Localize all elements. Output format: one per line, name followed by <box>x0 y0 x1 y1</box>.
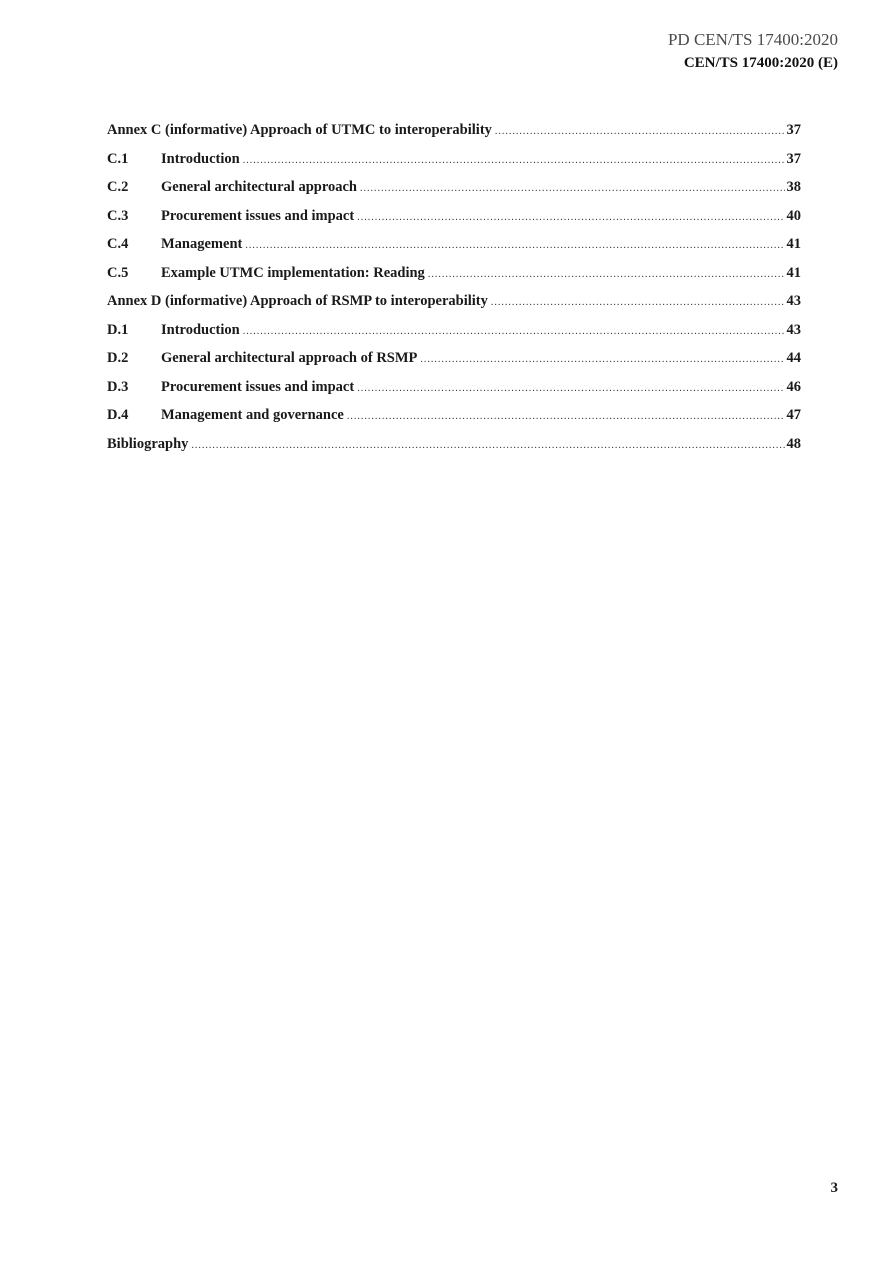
document-id: PD CEN/TS 17400:2020 <box>667 30 838 49</box>
toc-entry-page: 44 <box>786 350 801 366</box>
toc-entry-c3[interactable] <box>107 208 801 237</box>
toc-entry-title: Management and governance <box>161 407 344 423</box>
toc-entry-number: C.3 <box>107 207 129 224</box>
toc-entry-page: 40 <box>786 207 801 224</box>
toc-leader-dots <box>360 183 785 194</box>
toc-leader-dots <box>495 126 785 137</box>
toc-entry-title: Procurement issues and impact <box>161 207 355 224</box>
toc-entry-page: 38 <box>786 179 801 195</box>
toc-entry-title: Introduction <box>161 150 240 167</box>
toc-entry-page: 37 <box>786 150 801 167</box>
toc-entry-page: 48 <box>786 435 801 452</box>
toc-leader-dots <box>428 269 785 280</box>
toc-entry-number: D.1 <box>107 321 129 338</box>
toc-entry-title: General architectural approach <box>161 179 357 195</box>
toc-entry-title: Bibliography <box>107 435 189 452</box>
toc-entry-title: Introduction <box>161 321 240 338</box>
toc-entry-number: C.1 <box>107 150 129 167</box>
toc-leader-dots <box>245 240 784 251</box>
toc-entry-annex-c[interactable] <box>107 122 801 151</box>
toc-entry-title: Management <box>161 236 243 252</box>
toc-entry-d1[interactable] <box>107 322 801 351</box>
toc-entry-c4[interactable] <box>107 236 801 265</box>
toc-entry-number: C.5 <box>107 264 129 281</box>
toc-leader-dots <box>357 212 784 223</box>
toc-entry-number: D.4 <box>107 407 129 423</box>
toc-leader-dots <box>491 297 785 308</box>
toc-entry-title: Annex C (informative) Approach of UTMC to interoperability <box>107 122 492 138</box>
toc-entry-c5[interactable] <box>107 265 801 294</box>
toc-entry-number: D.2 <box>107 350 129 366</box>
page-number: 3 <box>830 1180 838 1196</box>
toc-leader-dots <box>420 354 784 365</box>
toc-entry-title: Annex D (informative) Approach of RSMP to interoperability <box>107 293 488 309</box>
toc-entry-page: 46 <box>786 378 801 395</box>
toc-leader-dots <box>243 155 785 166</box>
toc-entry-annex-d[interactable] <box>107 293 801 322</box>
toc-entry-number: D.3 <box>107 378 129 395</box>
toc-leader-dots <box>347 411 785 422</box>
toc-leader-dots <box>243 326 785 337</box>
toc-entry-page: 47 <box>786 407 801 423</box>
toc-leader-dots <box>357 383 784 394</box>
table-of-contents <box>107 122 801 464</box>
toc-entry-page: 41 <box>786 236 801 252</box>
toc-entry-title: Example UTMC implementation: Reading <box>161 264 425 281</box>
document-reference: CEN/TS 17400:2020 (E) <box>683 55 838 71</box>
toc-entry-d2[interactable] <box>107 350 801 379</box>
toc-entry-number: C.4 <box>107 236 129 252</box>
toc-entry-d3[interactable] <box>107 379 801 408</box>
toc-entry-title: General architectural approach of RSMP <box>161 350 418 366</box>
toc-entry-page: 43 <box>786 321 801 338</box>
toc-entry-page: 43 <box>786 293 801 309</box>
toc-entry-d4[interactable] <box>107 407 801 436</box>
toc-leader-dots <box>191 440 784 451</box>
toc-entry-number: C.2 <box>107 179 129 195</box>
toc-entry-c1[interactable] <box>107 151 801 180</box>
toc-entry-page: 41 <box>786 264 801 281</box>
toc-entry-c2[interactable] <box>107 179 801 208</box>
toc-entry-title: Procurement issues and impact <box>161 378 355 395</box>
toc-entry-bibliography[interactable] <box>107 436 801 465</box>
toc-entry-page: 37 <box>786 122 801 138</box>
